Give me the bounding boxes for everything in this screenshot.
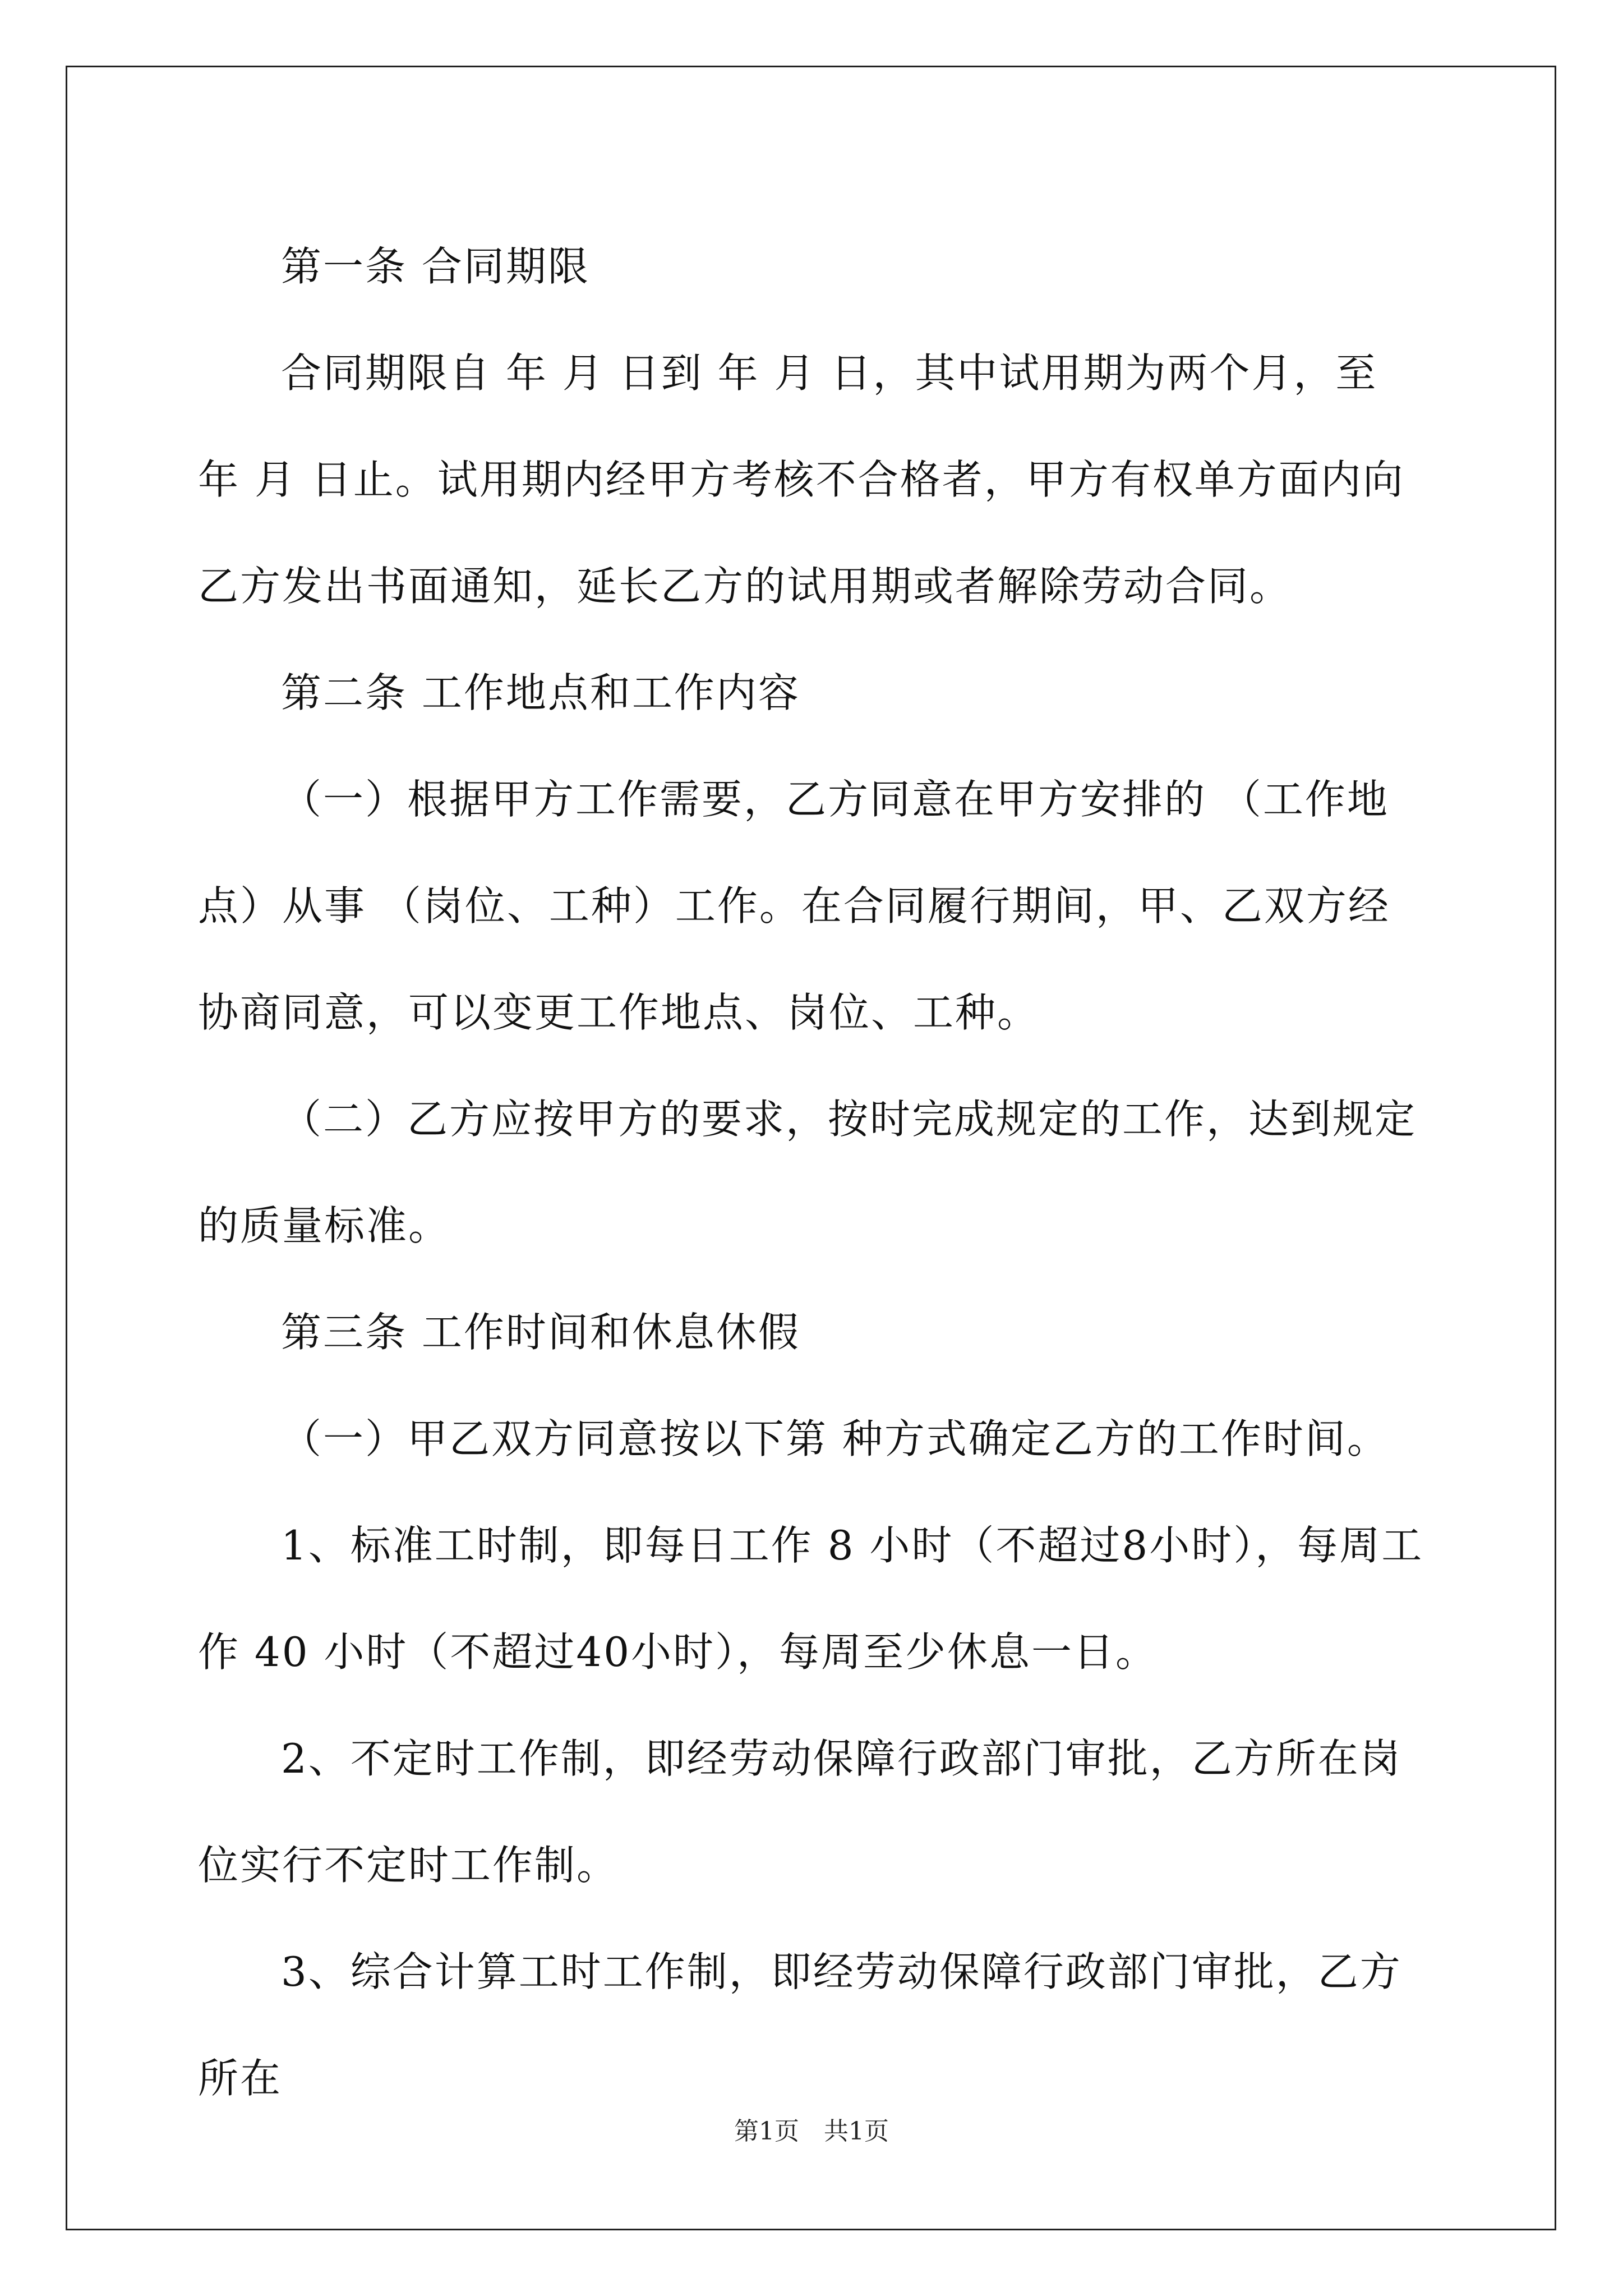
article-2-clause-2: （二）乙方应按甲方的要求，按时完成规定的工作，达到规定的质量标准。 bbox=[198, 1096, 1417, 1249]
article-3-item-3: 3、综合计算工时工作制，即经劳动保障行政部门审批，乙方所在 bbox=[198, 1948, 1402, 2102]
article-3-clause-1: （一）甲乙双方同意按以下第 种方式确定乙方的工作时间。 bbox=[281, 1415, 1389, 1462]
document-body bbox=[198, 213, 1429, 2132]
article-3-item-2: 2、不定时工作制，即经劳动保障行政部门审批，乙方所在岗位实行不定时工作制。 bbox=[198, 1735, 1402, 1889]
article-3-heading: 第三条 工作时间和休息休假 bbox=[281, 1309, 800, 1356]
article-1-heading: 第一条 合同期限 bbox=[281, 243, 590, 290]
article-2-clause-1: （一）根据甲方工作需要，乙方同意在甲方安排的 （工作地点）从事 （岗位、工种）工作。在合同履行期间，甲、乙双方经协商同意，可以变更工作地点、岗位、工种。 bbox=[198, 776, 1390, 1036]
article-2-heading: 第二条 工作地点和工作内容 bbox=[281, 669, 800, 716]
article-3-item-1: 1、标准工时制，即每日工作 8 小时（不超过8小时），每周工作 40 小时（不超过40小时），每周至少休息一日。 bbox=[198, 1522, 1424, 1676]
page-number-footer: 第1页 共1页 bbox=[734, 2117, 889, 2146]
article-1-term-paragraph: 合同期限自 年 月 日到 年 月 日，其中试用期为两个月，至 年 月 日止。试用期内经甲方考核不合格者，甲方有权单方面内向乙方发出书面通知，延长乙方的试用期或者解除劳动合同。 bbox=[198, 349, 1405, 610]
